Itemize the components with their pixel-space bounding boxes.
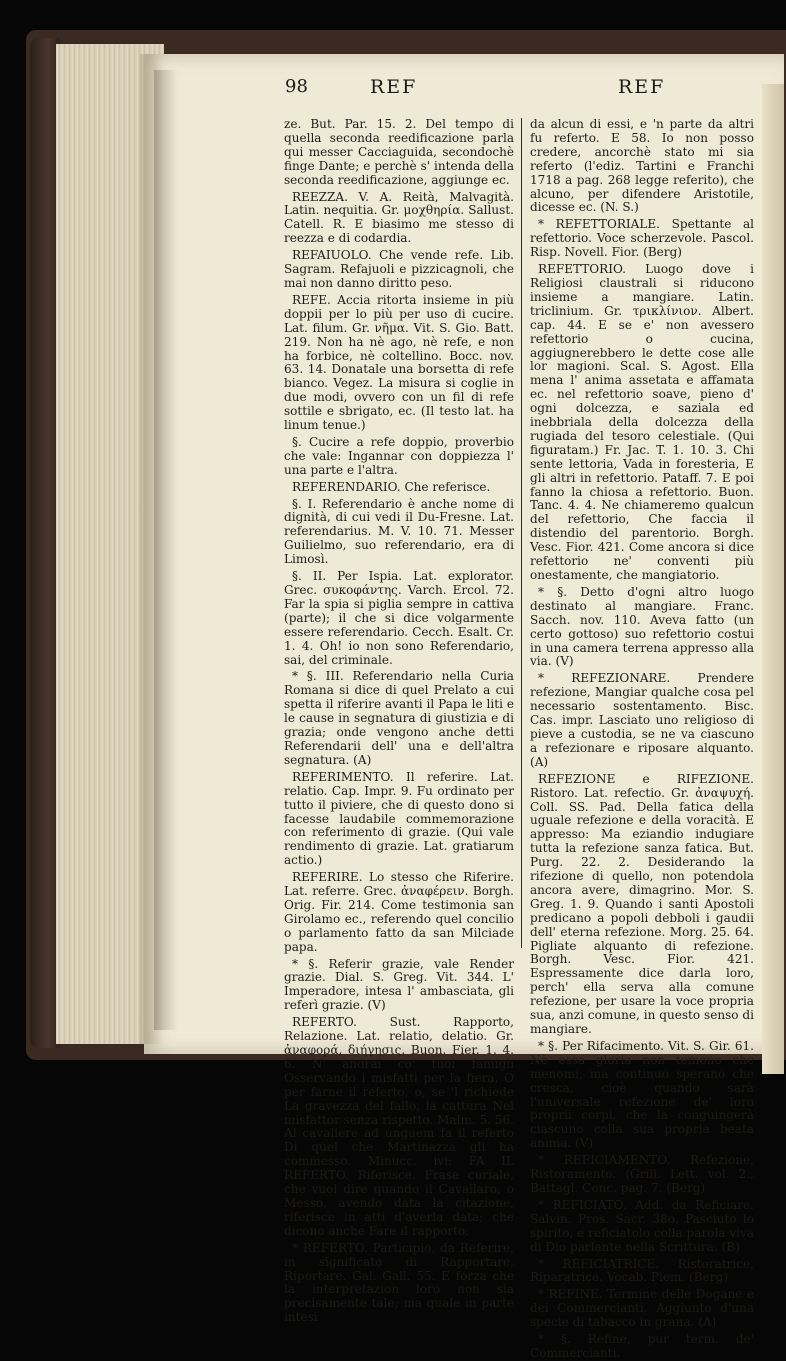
page-inner-shadow — [140, 54, 164, 1044]
page-header — [0, 76, 786, 106]
dictionary-entry: da alcun di essi, e 'n parte da altri fu referto. E 58. Io non posso credere, ancorchè stato mi sia referto (l'ediz. Tartini e Franchi 1718 a pag. 268 legge referito), che alcuno, per difendere Aristotile, dicesse ec. (N. S.) — [530, 117, 754, 215]
dictionary-entry: ze. But. Par. 15. 2. Del tempo di quella seconda reedificazione parla qui messer Cacciaguida, secondochè finge Dante; e perchè s' intenda della seconda reedificazione, aggiunge ec. — [284, 117, 514, 187]
page-fore-edge — [762, 84, 784, 1074]
dictionary-entry: REFAIUOLO. Che vende refe. Lib. Sagram. Refajuoli e pizzicagnoli, che mai non danno diritto peso. — [284, 248, 514, 290]
dictionary-entry: REFERIRE. Lo stesso che Riferire. Lat. referre. Grec. ἀναφέρειν. Borgh. Orig. Fir. 214. Come testimonia san Girolamo ec., referendo quel concilio o parlamento fatto da san Milciade papa. — [284, 870, 514, 954]
dictionary-entry: * REFICIAMENTO. Refezione, Ristoramento. (Grill. Lett. vol. 2., Battagl. Conc. pag. 7. (Berg) — [530, 1153, 754, 1195]
dictionary-entry: * §. Referir grazie, vale Render grazie. Dial. S. Greg. Vit. 344. L' Imperadore, intesa l' ambasciata, gli referì grazie. (V) — [284, 956, 514, 1013]
dictionary-entry: * §. III. Referendario nella Curia Romana si dice di quel Prelato a cui spetta il riferire avanti il Papa le liti e le cause in segnatura di giustizia e di grazia; onde vengono anche detti Referendarii dell' una e dell'altra segnatura. (A) — [284, 669, 514, 767]
right-column — [530, 117, 754, 1360]
dictionary-entry: REFEZIONE e RIFEZIONE. Ristoro. Lat. refectio. Gr. ἀναψυχή. Coll. SS. Pad. Della fatica della uguale refezione e della voracità. E appresso: Ma eziandio indugiare tutta la refezione sanza fatica. But. Purg. 22. 2. Desiderando la rifezione di quello, non potendola ancora avere, dimagrino. Mor. S. Greg. 1. 9. Quando i santi Apostoli predicano a popoli debboli i gaudii dell' eterna refezione. Morg. 25. 64. Pigliate alquanto di refezione. Borgh. Vesc. Fior. 421. Espressamente dice darla loro, perch' ella serva alla comune refezione, per usare la voce propria sua, anzi comune, in questo senso di mangiare. — [530, 771, 754, 1036]
dictionary-entry: §. Cucire a refe doppio, proverbio che vale: Ingannar con doppiezza l' una parte e l'altra. — [284, 434, 514, 477]
left-column — [284, 117, 515, 1325]
running-head-left: REF — [370, 76, 418, 98]
page-number: 98 — [285, 76, 308, 97]
dictionary-entry: §. II. Per Ispia. Lat. explorator. Grec. συκοφάντης. Varch. Ercol. 72. Far la spia si piglia sempre in cattiva (parte); il che si dice volgarmente essere referendario. Cecch. Esalt. Cr. 1. 4. Oh! io non sono Referendario, sai, del criminale. — [284, 569, 514, 667]
dictionary-entry: REEZZA. V. A. Reità, Malvagità. Latin. nequitia. Gr. μοχθηρία. Sallust. Catell. R. E biasimo me stesso di reezza e di codardia. — [284, 189, 514, 246]
dictionary-entry: * REFETTORIALE. Spettante al refettorio. Voce scherzevole. Pascol. Risp. Novell. Fior. (Berg) — [530, 217, 754, 260]
dictionary-entry: REFERENDARIO. Che referisce. — [292, 479, 491, 494]
dictionary-entry: * REFICIATO. Add. da Reficiare. Salvin. Pros. Sacr. 38o. Pasciuto lo spirito, e reficiatolo colla parola viva di Dio parlante nella Scrittura. (B) — [530, 1197, 754, 1254]
dictionary-entry: REFETTORIO. Luogo dove i Religiosi claustrali si riducono insieme a mangiare. Latin. triclinium. Gr. τρικλίνιον. Albert. cap. 44. E se e' non avessero refettorio o cucina, aggiugnerebbero le dette cose alle lor magioni. Scal. S. Agost. Ella mena l' anima assetata e affamata ec. nel refettorio soave, pieno d' ogni dolcezza, e saziala ed inebbriala della dolcezza della rugiada del tesoro celestiale. (Qui figuratam.) Fr. Jac. T. 1. 10. 3. Chi sente lettoria, Vada in foresteria, E gli altri in refettorio. Pataff. 7. E poi fanno la chiosa a refettorio. Buon. Tanc. 4. 4. Ne chiameremo qualcun del refettorio, Che faccia il distendio del parentorio. Borgh. Vesc. Fior. 421. Come ancora si dice refettorio ne' conventi più onestamente, che mangiatorio. — [530, 262, 754, 582]
dictionary-entry: * REFERTO. Participio, da Referire, in significato di Rapportare, Riportare. Gal. Gall. 55. E forza che la interpretazion loro non sia precisamente tale; ma quale in parte intesi — [284, 1240, 514, 1325]
dictionary-entry: §. I. Referendario è anche nome di dignità, di cui vedi il Du-Fresne. Lat. referendarius. M. V. 10. 71. Messer Guilielmo, suo referendario, era di Limosì. — [284, 496, 514, 567]
dictionary-entry: * §. Detto d'ogni altro luogo destinato al mangiare. Franc. Sacch. nov. 110. Aveva fatto (un certo gottoso) suo refettorio costui in una camera terrena appresso alla via. (V) — [530, 584, 754, 669]
dictionary-entry: * §. Per Rifacimento. Vit. S. Gir. 61. Nè essa gloria non temono che menomi, ma continuo sperano che cresca, cioè quando sarà l'universale refezione de' loro proprii corpi, che la conguingerà ciascuno colla sua propria beata anima. (V) — [530, 1038, 754, 1151]
column-divider — [521, 118, 522, 948]
dictionary-entry: * REFEZIONARE. Prendere refezione, Mangiar qualche cosa pel necessario sostentamento. Bisc. Cas. impr. Lasciato uno religioso di pieve a custodia, se ne va ciascuno a refezionare e riposare alquanto. (A) — [530, 671, 754, 769]
dictionary-entry: REFE. Accia ritorta insieme in più doppii per lo più per uso di cucire. Lat. filum. Gr. νῆμα. Vit. S. Gio. Batt. 219. Non ha nè ago, nè refe, e non ha forbice, nè coltellino. Bocc. nov. 63. 14. Donatale una borsetta di refe bianco. Vegez. La misura si coglie in due modi, ovvero con un fil di refe sottile e sbrigato, ec. (Il testo lat. ha linum tenue.) — [284, 292, 514, 433]
running-head-right: REF — [618, 76, 666, 98]
dictionary-entry: * REFINE. Termine delle Dogane e dei Commercianti. Aggiunto d'una specie di tabacco in grana. (A) — [530, 1287, 754, 1330]
dictionary-entry: REFERIMENTO. Il referire. Lat. relatio. Cap. Impr. 9. Fu ordinato per tutto il piviere, che di questo dono si facesse laudabile commemorazione con referimento di grazie. (Qui vale rendimento di grazie. Lat. gratiarum actio.) — [284, 769, 514, 868]
dictionary-entry: * REFICIATRICE. Ristoratrice, Riparatrice. Vocab. Piem. (Berg) — [530, 1256, 754, 1285]
dictionary-entry: REFERTO. Sust. Rapporto, Relazione. Lat. relatio, delatio. Gr. ἀναφορά, διήγησις. Buon. Fier. 1. 4. 6. N' andrai co' tuoi famigli Osservando i misfatti per la fiera, O per farne il referto, o, se 'l richiede La gravezza del fallo, la cattura Nel misfattor senza rispetto. Malm. 5. 56. Al cavaliere ad unguem fa il referto Di quel che Martinazza gli ha commesso. Minucc. ivi: FA IL REFERTO. Riferisce. Frase curiale, che vuol dire quando il Cavallaro, o Messo, avendo data la citazione, riferisce in atti d'averla data; che dicono anche Fare il rapporto. — [284, 1015, 515, 1238]
dictionary-entry: * §. Refine, pur term. de' Commercianti. — [530, 1332, 754, 1360]
